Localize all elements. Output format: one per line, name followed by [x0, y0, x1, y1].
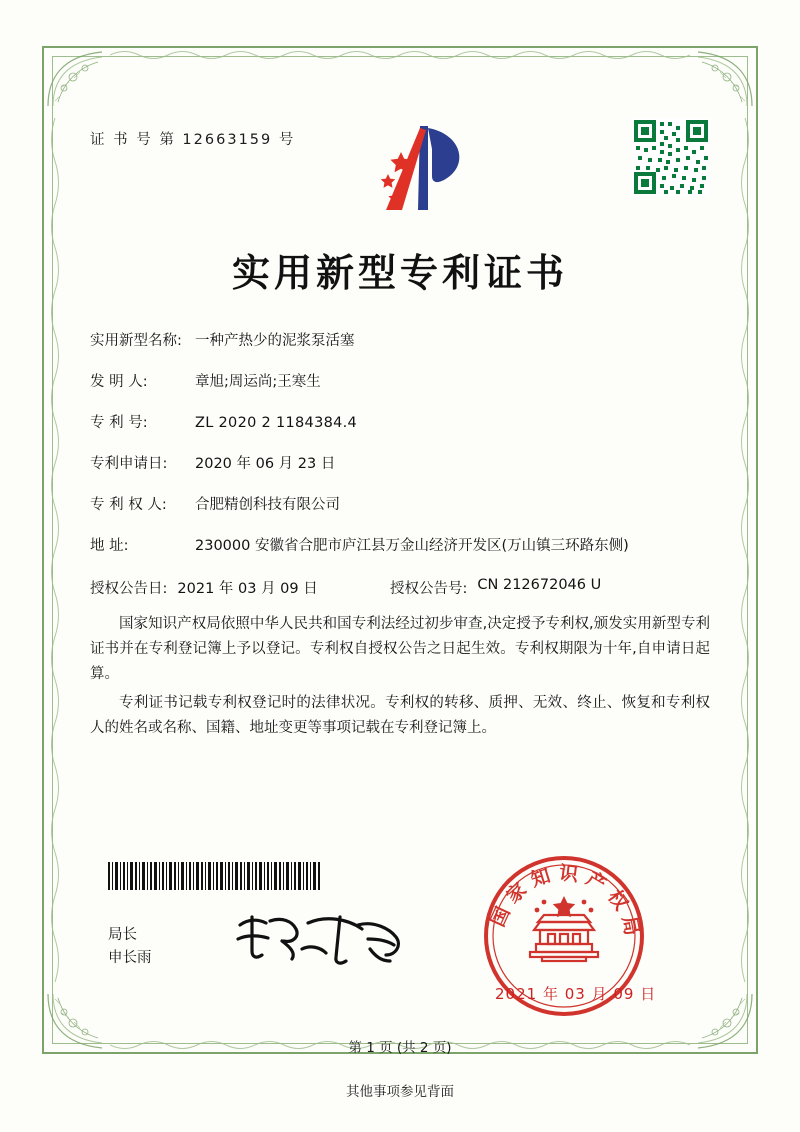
field-patentee: [90, 495, 710, 516]
corner-ornament-icon: [44, 48, 106, 110]
certificate-header: [90, 120, 710, 220]
field-label: 专利申请日:: [90, 456, 168, 473]
field-utility-model-name: [90, 331, 710, 352]
legal-paragraph-1: 国家知识产权局依照中华人民共和国专利法经过初步审查,决定授予专利权,颁发实用新型专利证书并在专利登记簿上予以登记。专利权自授权公告之日起生效。专利权期限为十年,自申请日起算。: [90, 616, 710, 682]
certificate-content: [90, 120, 710, 741]
handwritten-signature-icon: [230, 905, 420, 971]
field-application-date: [90, 454, 710, 475]
announcement-number-label: 授权公告号:: [390, 581, 468, 598]
field-value: 合肥精创科技有限公司: [195, 497, 340, 514]
director-name: 申长雨: [108, 950, 152, 967]
certificate-number: 证 书 号 第 12663159 号: [90, 132, 296, 148]
field-value: 一种产热少的泥浆泵活塞: [195, 333, 355, 349]
legal-paragraph-2: 专利证书记载专利权登记时的法律状况。专利权的转移、质押、无效、终止、恢复和专利权人的姓名或名称、国籍、地址变更等事项记载在专利登记簿上。: [90, 694, 710, 736]
field-label: 发 明 人:: [90, 374, 148, 391]
announcement-number-value: CN 212672046 U: [477, 577, 602, 594]
announcement-date-label: 授权公告日:: [90, 581, 168, 598]
field-inventors: [90, 372, 710, 393]
cnipa-logo-icon: [358, 122, 478, 218]
footer-note: 其他事项参见背面: [346, 1084, 454, 1100]
qr-code-icon: [632, 118, 710, 196]
field-label: 地 址:: [90, 538, 129, 555]
barcode-icon: [108, 862, 320, 890]
announcement-date-value: 2021 年 03 月 09 日: [177, 581, 318, 598]
field-value: 230000 安徽省合肥市庐江县万金山经济开发区(万山镇三环路东侧): [195, 538, 629, 555]
field-grant-announcement: [90, 577, 710, 598]
corner-ornament-icon: [694, 48, 756, 110]
director-label: 局长: [108, 927, 137, 943]
field-label: 专 利 号:: [90, 415, 148, 432]
field-patent-number: [90, 413, 710, 434]
field-label: 专 利 权 人:: [90, 497, 167, 514]
page-number: 第 1 页 (共 2 页): [348, 1040, 452, 1056]
field-value: 2020 年 06 月 23 日: [195, 456, 336, 473]
seal-date: 2021 年 03 月 09 日: [495, 985, 657, 1003]
seal-text-top: 国家知识产权局: [486, 862, 645, 945]
border-vine-icon: [48, 118, 62, 982]
page-title: 实用新型专利证书: [231, 251, 568, 295]
border-vine-icon: [738, 118, 752, 982]
director-block: [108, 924, 152, 970]
field-address: [90, 536, 710, 557]
field-value: 章旭;周运尚;王寒生: [195, 374, 321, 391]
border-vine-icon: [110, 48, 690, 62]
field-value: ZL 2020 2 1184384.4: [195, 415, 358, 432]
field-label: 实用新型名称:: [90, 333, 182, 349]
